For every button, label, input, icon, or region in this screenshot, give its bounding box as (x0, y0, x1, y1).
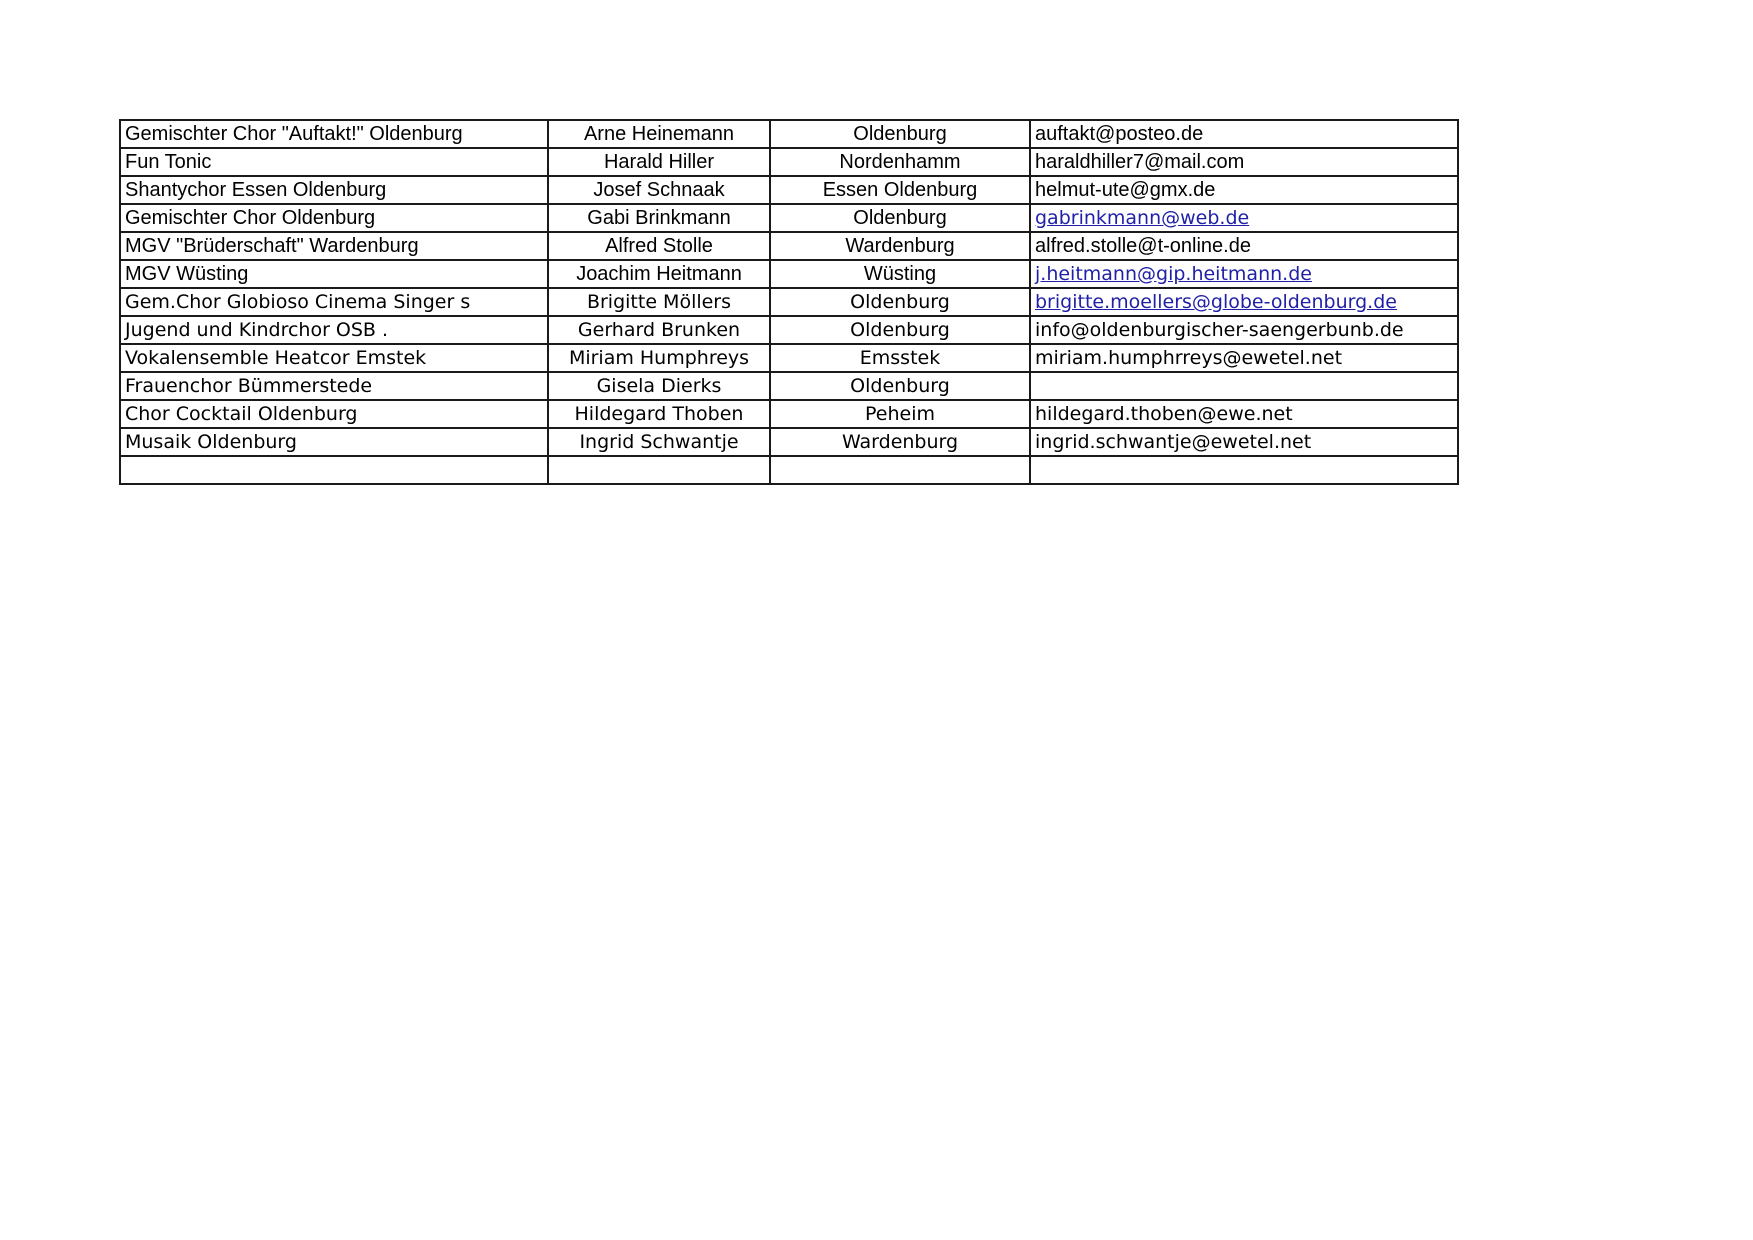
table-row (120, 316, 1458, 344)
table-row (120, 176, 1458, 204)
contact-person-cell: Brigitte Möllers (548, 288, 770, 316)
email-cell (1030, 204, 1458, 232)
city-cell: Wardenburg (770, 232, 1030, 260)
table-row (120, 204, 1458, 232)
contact-person-cell: Harald Hiller (548, 148, 770, 176)
city-cell: Essen Oldenburg (770, 176, 1030, 204)
choir-name-cell: Vokalensemble Heatcor Emstek (120, 344, 548, 372)
contact-person-cell: Gisela Dierks (548, 372, 770, 400)
table-row (120, 260, 1458, 288)
choir-name-cell: MGV "Brüderschaft" Wardenburg (120, 232, 548, 260)
contact-person-cell: Hildegard Thoben (548, 400, 770, 428)
table-row (120, 344, 1458, 372)
table-row (120, 232, 1458, 260)
contact-person-cell: Alfred Stolle (548, 232, 770, 260)
choir-name-cell: Gemischter Chor Oldenburg (120, 204, 548, 232)
email-cell: hildegard.thoben@ewe.net (1030, 400, 1458, 428)
email-cell (1030, 456, 1458, 484)
contact-person-cell: Arne Heinemann (548, 120, 770, 148)
choir-name-cell: MGV Wüsting (120, 260, 548, 288)
contact-person-cell: Gerhard Brunken (548, 316, 770, 344)
email-cell: auftakt@posteo.de (1030, 120, 1458, 148)
table-row (120, 400, 1458, 428)
email-cell: miriam.humphrreys@ewetel.net (1030, 344, 1458, 372)
city-cell: Wardenburg (770, 428, 1030, 456)
table-row (120, 288, 1458, 316)
city-cell: Oldenburg (770, 204, 1030, 232)
city-cell: Wüsting (770, 260, 1030, 288)
choir-name-cell: Shantychor Essen Oldenburg (120, 176, 548, 204)
city-cell: Oldenburg (770, 120, 1030, 148)
contact-person-cell: Ingrid Schwantje (548, 428, 770, 456)
email-link[interactable]: j.heitmann@gip.heitmann.de (1035, 263, 1312, 285)
email-cell: haraldhiller7@mail.com (1030, 148, 1458, 176)
choir-name-cell: Gemischter Chor "Auftakt!" Oldenburg (120, 120, 548, 148)
email-cell: info@oldenburgischer-saengerbunb.de (1030, 316, 1458, 344)
contact-person-cell: Miriam Humphreys (548, 344, 770, 372)
email-cell: ingrid.schwantje@ewetel.net (1030, 428, 1458, 456)
city-cell: Oldenburg (770, 372, 1030, 400)
city-cell: Oldenburg (770, 316, 1030, 344)
table-row (120, 372, 1458, 400)
email-link[interactable]: brigitte.moellers@globe-oldenburg.de (1035, 291, 1397, 313)
choir-name-cell: Fun Tonic (120, 148, 548, 176)
choir-name-cell: Musaik Oldenburg (120, 428, 548, 456)
choir-name-cell (120, 456, 548, 484)
contact-person-cell: Josef Schnaak (548, 176, 770, 204)
table-row (120, 456, 1458, 484)
city-cell: Emsstek (770, 344, 1030, 372)
city-cell (770, 456, 1030, 484)
email-cell (1030, 372, 1458, 400)
contact-person-cell: Gabi Brinkmann (548, 204, 770, 232)
choir-contact-table (119, 119, 1459, 485)
city-cell: Oldenburg (770, 288, 1030, 316)
city-cell: Peheim (770, 400, 1030, 428)
table-row (120, 120, 1458, 148)
email-cell: helmut-ute@gmx.de (1030, 176, 1458, 204)
choir-name-cell: Chor Cocktail Oldenburg (120, 400, 548, 428)
email-cell: alfred.stolle@t-online.de (1030, 232, 1458, 260)
email-cell (1030, 288, 1458, 316)
contact-person-cell (548, 456, 770, 484)
table-body (120, 120, 1458, 484)
contact-person-cell: Joachim Heitmann (548, 260, 770, 288)
city-cell: Nordenhamm (770, 148, 1030, 176)
email-link[interactable]: gabrinkmann@web.de (1035, 207, 1250, 229)
email-cell (1030, 260, 1458, 288)
table-row (120, 428, 1458, 456)
choir-name-cell: Jugend und Kindrchor OSB . (120, 316, 548, 344)
choir-name-cell: Frauenchor Bümmerstede (120, 372, 548, 400)
table-row (120, 148, 1458, 176)
choir-name-cell: Gem.Chor Globioso Cinema Singer s (120, 288, 548, 316)
